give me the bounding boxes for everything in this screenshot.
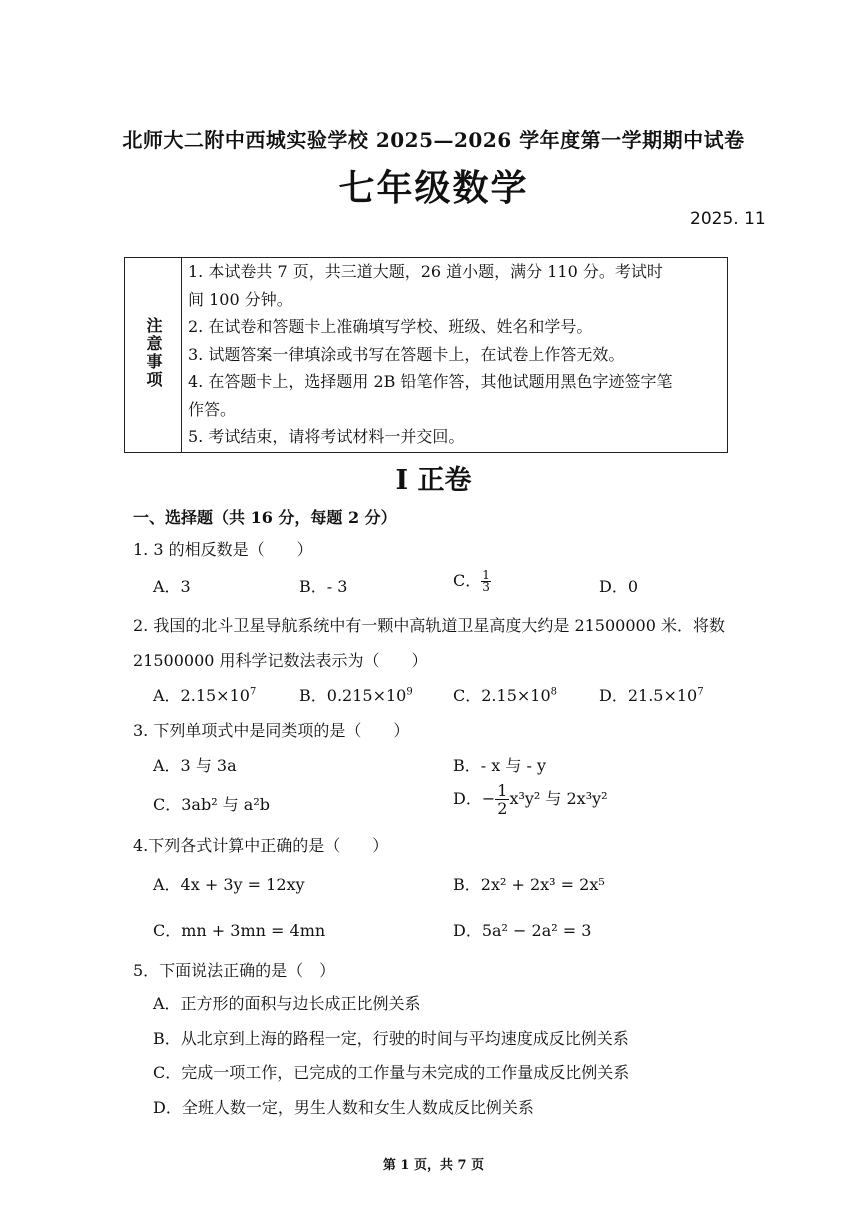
- q3-option-d-prefix: D．−: [453, 789, 496, 808]
- notice-line: 3. 试题答案一律填涂或书写在答题卡上，在试卷上作答无效。: [188, 344, 625, 364]
- q2-option-b: [299, 683, 413, 706]
- section-title: I 正卷: [395, 465, 472, 496]
- q5-option-c: C．完成一项工作，已完成的工作量与未完成的工作量成反比例关系: [153, 1063, 630, 1082]
- fraction-denominator: 3: [482, 580, 490, 594]
- school-exam-heading: 北师大二附中西城实验学校 2025—2026 学年度第一学期期中试卷: [122, 128, 745, 152]
- notice-lines: [182, 258, 727, 451]
- q1-option-d: D．0: [599, 577, 639, 596]
- q4-option-d: D．5a² − 2a² = 3: [453, 921, 592, 940]
- fraction-denominator: 2: [497, 799, 508, 818]
- question-4-stem: 4.下列各式计算中正确的是（ ）: [133, 836, 389, 855]
- question-3-stem: 3. 下列单项式中是同类项的是（ ）: [133, 721, 410, 740]
- q2-option-d: [599, 683, 704, 706]
- notice-box: [124, 257, 728, 453]
- q3-option-d: [453, 782, 608, 817]
- notice-line: 2. 在试卷和答题卡上准确填写学校、班级、姓名和学号。: [188, 317, 593, 336]
- q2-option-d-base: D．21.5×10: [599, 686, 698, 705]
- q1-option-c-prefix: C．: [453, 571, 482, 590]
- q2-option-c: [453, 683, 557, 706]
- q4-option-c: C．mn + 3mn = 4mn: [153, 921, 326, 940]
- q4-option-a: A．4x + 3y = 12xy: [153, 875, 305, 894]
- q2-option-a: [153, 683, 256, 706]
- q3-option-d-rest: x³y² 与 2x³y²: [509, 789, 608, 808]
- q5-option-d: D．全班人数一定，男生人数和女生人数成反比例关系: [153, 1098, 534, 1117]
- exam-date: 2025. 11: [690, 209, 766, 229]
- question-5-stem: 5．下面说法正确的是（ ）: [133, 961, 336, 980]
- q3-option-c: C．3ab² 与 a²b: [153, 795, 270, 814]
- fraction-numerator: 1: [497, 781, 508, 800]
- notice-label: 注意事项: [144, 317, 163, 389]
- notice-line: 1. 本试卷共 7 页，共三道大题，26 道小题，满分 110 分。考试时: [188, 262, 663, 281]
- q5-option-b: B．从北京到上海的路程一定，行驶的时间与平均速度成反比例关系: [153, 1029, 629, 1048]
- part-heading: 一、选择题（共 16 分，每题 2 分）: [133, 508, 397, 527]
- q1-option-c: [453, 568, 491, 593]
- question-2-stem-line1: 2. 我国的北斗卫星导航系统中有一颗中高轨道卫星高度大约是 21500000 米．将数: [133, 616, 725, 635]
- q4-option-b: B．2x² + 2x³ = 2x⁵: [453, 875, 605, 894]
- notice-line: 4. 在答题卡上，选择题用 2B 铅笔作答，其他试题用黑色字迹签字笔: [188, 372, 673, 391]
- fraction-numerator: 1: [482, 568, 490, 582]
- fraction: [495, 782, 509, 817]
- q3-option-a: A．3 与 3a: [153, 756, 237, 775]
- q1-option-a: A．3: [153, 577, 191, 596]
- q3-option-b: B．- x 与 - y: [453, 756, 546, 775]
- question-1-stem: 1. 3 的相反数是（ ）: [133, 540, 313, 559]
- q2-option-c-base: C．2.15×10: [453, 686, 551, 705]
- q2-option-a-exponent: 7: [249, 686, 257, 698]
- notice-line: 作答。: [188, 399, 237, 419]
- notice-label-cell: [125, 258, 182, 453]
- q2-option-b-exponent: 9: [406, 686, 413, 698]
- notice-line: 5. 考试结束，请将考试材料一并交回。: [188, 427, 465, 446]
- q2-option-c-exponent: 8: [550, 686, 558, 698]
- question-2-stem-line2: 21500000 用科学记数法表示为（ ）: [133, 651, 428, 670]
- q2-option-a-base: A．2.15×10: [153, 686, 250, 705]
- q5-option-a: A．正方形的面积与边长成正比例关系: [153, 994, 421, 1013]
- q2-option-b-base: B．0.215×10: [299, 686, 407, 705]
- notice-line: 间 100 分钟。: [188, 289, 293, 309]
- q2-option-d-exponent: 7: [697, 686, 704, 698]
- subject-title: 七年级数学: [338, 167, 529, 209]
- notice-content-cell: [182, 258, 728, 453]
- fraction: [481, 570, 491, 593]
- page-footer: 第 1 页，共 7 页: [382, 1158, 485, 1173]
- q1-option-b: B．- 3: [299, 577, 348, 596]
